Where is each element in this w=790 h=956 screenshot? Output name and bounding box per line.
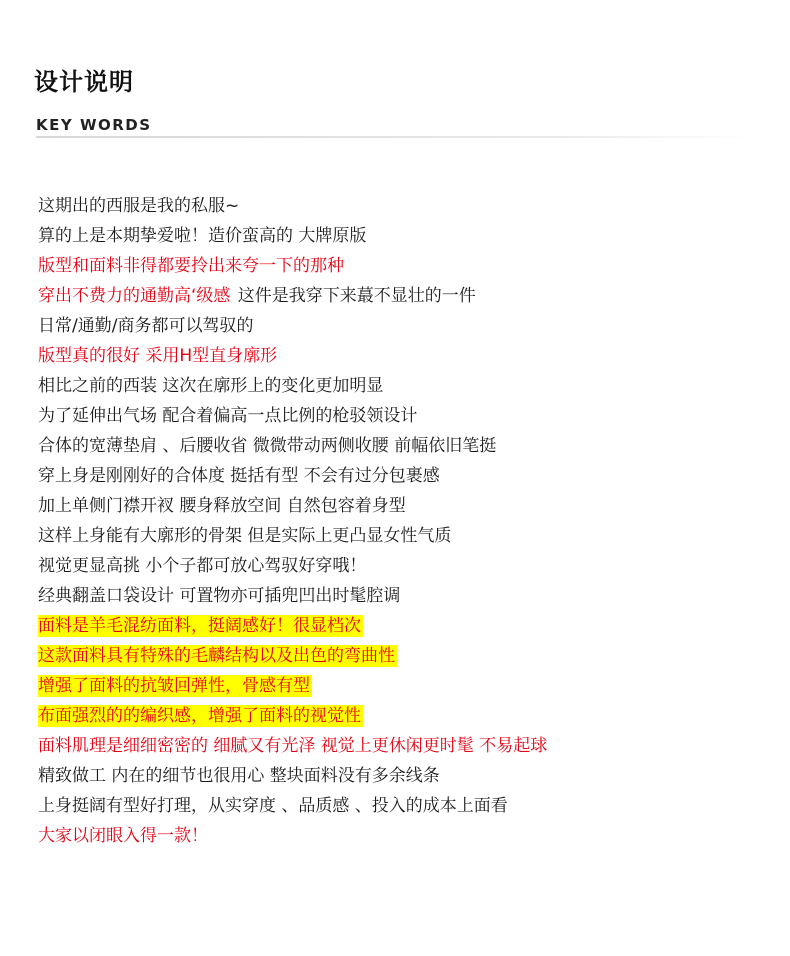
text-line: 这样上身能有大廓形的骨架 但是实际上更凸显女性气质 xyxy=(38,526,452,546)
text-line: 加上单侧门襟开衩 腰身释放空间 自然包容着身型 xyxy=(38,496,406,516)
text-line: 视觉更显高挑 小个子都可放心驾驭好穿哦！ xyxy=(38,556,367,576)
divider xyxy=(36,136,756,138)
text-line-emphasis: 版型和面料非得都要拎出来夸一下的那种 xyxy=(38,256,344,276)
text-line-emphasis: 版型真的很好 采用H型直身廓形 xyxy=(38,346,278,366)
text-line-highlighted: 布面强烈的的编织感，增强了面料的视觉性 xyxy=(38,706,361,726)
description-text-block xyxy=(38,191,758,851)
text-normal-part: 这件是我穿下来蕞不显壮的一件 xyxy=(232,286,476,306)
text-line-mixed xyxy=(38,281,758,311)
text-line-highlighted: 增强了面料的抗皱回弹性，骨感有型 xyxy=(38,676,310,696)
text-line-highlighted: 面料是羊毛混纺面料，挺阔感好！很显档次 xyxy=(38,616,361,636)
text-line-emphasis: 面料肌理是细细密密的 细腻又有光泽 视觉上更休闲更时髦 不易起球 xyxy=(38,736,548,756)
text-line: 上身挺阔有型好打理，从实穿度 、品质感 、投入的成本上面看 xyxy=(38,796,508,816)
text-line: 这期出的西服是我的私服~ xyxy=(38,196,240,216)
section-subtitle: KEY WORDS xyxy=(36,116,152,134)
text-line-emphasis: 大家以闭眼入得一款！ xyxy=(38,826,208,846)
text-line: 算的上是本期挚爱啦！造价蛮高的 大牌原版 xyxy=(38,226,367,246)
text-line: 为了延伸出气场 配合着偏高一点比例的枪驳领设计 xyxy=(38,406,418,426)
text-emphasis-part: 穿出不费力的通勤高‘级感 xyxy=(38,286,231,306)
text-line: 日常/通勤/商务都可以驾驭的 xyxy=(38,316,254,336)
text-line: 相比之前的西装 这次在廓形上的变化更加明显 xyxy=(38,376,384,396)
text-line: 精致做工 内在的细节也很用心 整块面料没有多余线条 xyxy=(38,766,440,786)
text-line-highlighted: 这款面料具有特殊的毛麟结构以及出色的弯曲性 xyxy=(38,646,395,666)
text-line: 经典翻盖口袋设计 可置物亦可插兜凹出时髦腔调 xyxy=(38,586,401,606)
text-line: 穿上身是刚刚好的合体度 挺括有型 不会有过分包裹感 xyxy=(38,466,440,486)
text-line: 合体的宽薄垫肩 、后腰收省 微微带动两侧收腰 前幅依旧笔挺 xyxy=(38,436,497,456)
page-title: 设计说明 xyxy=(34,68,134,96)
